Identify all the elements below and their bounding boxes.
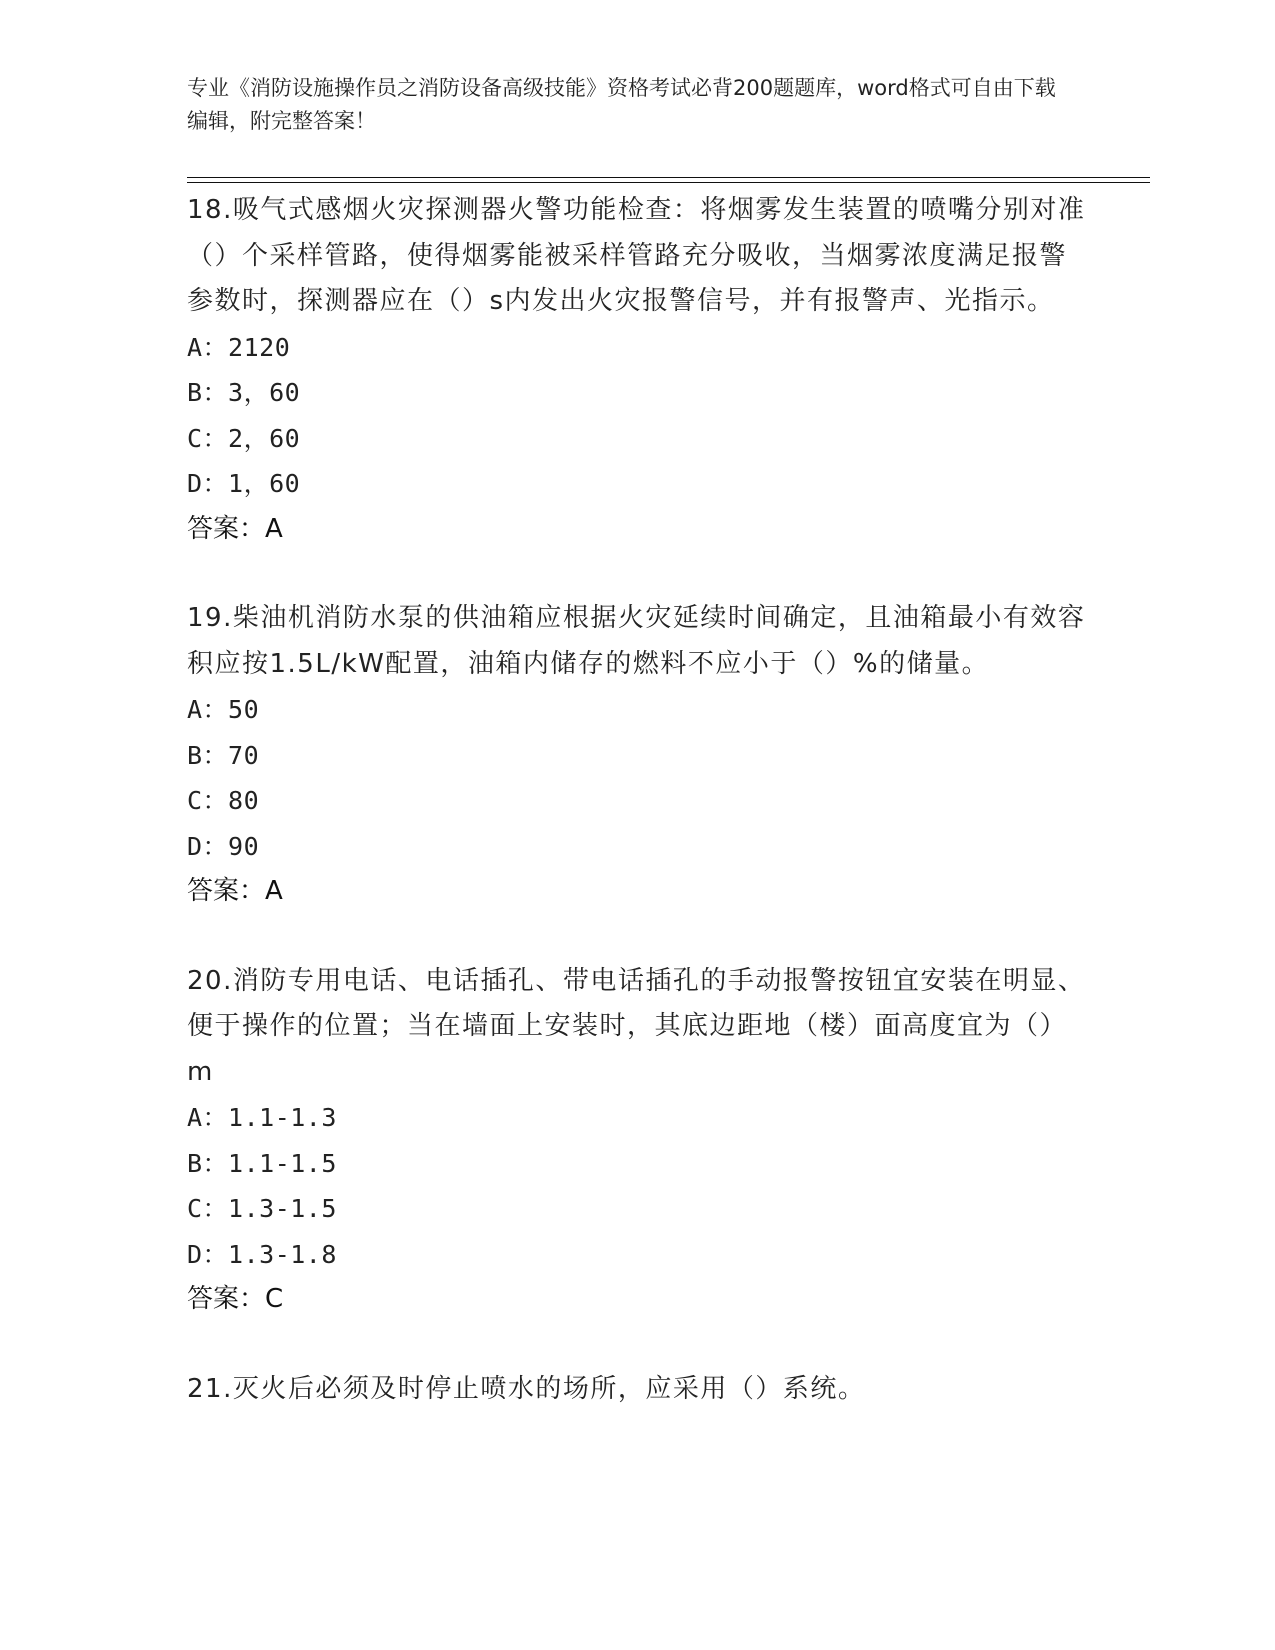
question-20 — [187, 959, 1087, 1323]
option-b: B：70 — [187, 740, 260, 770]
option-c: C：2，60 — [187, 423, 301, 453]
spacer — [187, 552, 1087, 596]
question-19 — [187, 596, 1087, 915]
document-header — [187, 72, 1067, 138]
option-b: B：3，60 — [187, 378, 301, 407]
answer: 答案：A — [187, 513, 283, 544]
answer: 答案：A — [187, 876, 283, 906]
header-divider-bottom — [187, 182, 1150, 183]
option-c: C：1.3-1.5 — [187, 1194, 337, 1223]
question-text: 20.消防专用电话、电话插孔、带电话插孔的手动报警按钮宜安装在明显、便于操作的位置；当在墙面上安装时，其底边距地（楼）面高度宜为（）m — [187, 965, 1086, 1087]
question-21 — [187, 1367, 1087, 1413]
spacer — [187, 1323, 1087, 1367]
question-text: 21.灭火后必须及时停止喷水的场所，应采用（）系统。 — [187, 1373, 866, 1404]
answer: 答案：C — [187, 1284, 284, 1314]
option-a: A：2120 — [187, 332, 291, 362]
question-list — [187, 188, 1087, 1412]
spacer — [187, 915, 1087, 959]
option-d: D：1，60 — [187, 469, 301, 498]
question-18 — [187, 188, 1087, 552]
question-text: 18.吸气式感烟火灾探测器火警功能检查：将烟雾发生装置的喷嘴分别对准（）个采样管路，使得烟雾能被采样管路充分吸收，当烟雾浓度满足报警参数时，探测器应在（）s内发出火灾报警信号，并有报警声、光指示。 — [187, 195, 1086, 316]
option-d: D：1.3-1.8 — [187, 1239, 337, 1269]
option-b: B：1.1-1.5 — [187, 1148, 337, 1178]
option-c: C：80 — [187, 786, 260, 815]
header-divider-top — [187, 177, 1150, 178]
header-title: 专业《消防设施操作员之消防设备高级技能》资格考试必背200题题库，word格式可自由下载编辑，附完整答案！ — [187, 76, 1056, 133]
option-a: A：50 — [187, 695, 260, 724]
question-text: 19.柴油机消防水泵的供油箱应根据火灾延续时间确定，且油箱最小有效容积应按1.5L/kW配置，油箱内储存的燃料不应小于（）%的储量。 — [187, 603, 1086, 679]
option-a: A：1.1-1.3 — [187, 1103, 337, 1132]
option-d: D：90 — [187, 831, 260, 861]
